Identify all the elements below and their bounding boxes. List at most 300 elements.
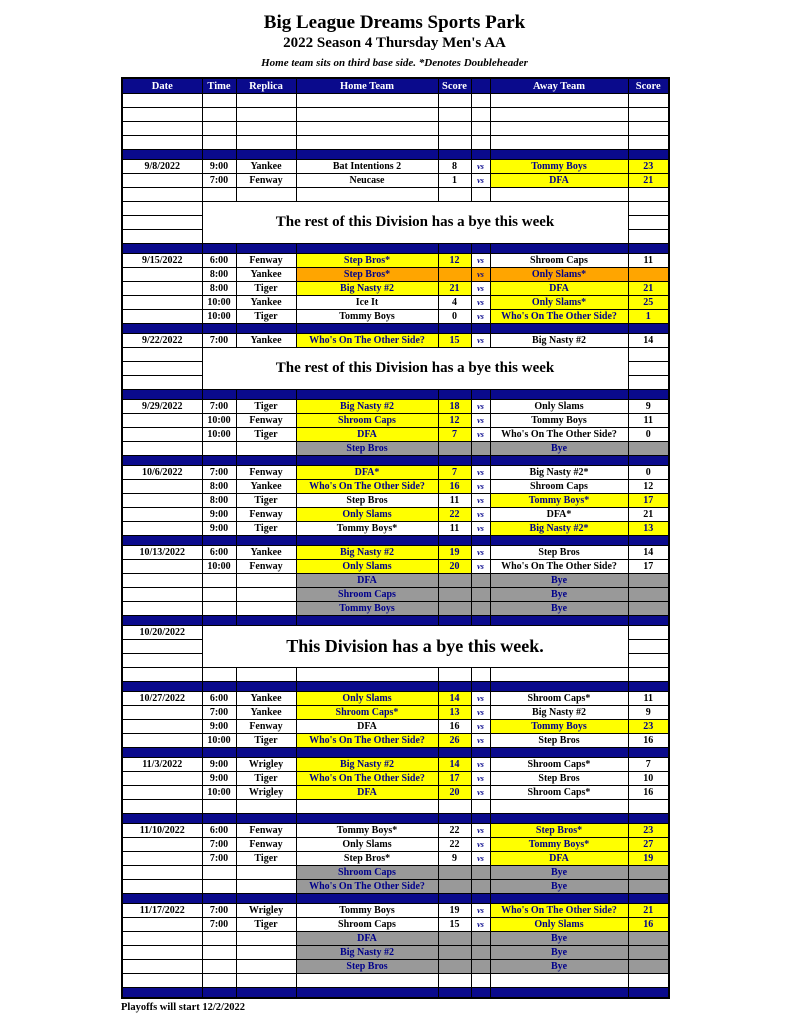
away-team-cell: Only Slams* <box>490 296 628 310</box>
time-cell: 10:00 <box>202 734 236 748</box>
separator-cell <box>122 748 202 758</box>
separator-cell <box>202 150 236 160</box>
separator-cell <box>628 814 669 824</box>
replica-cell: Fenway <box>236 414 296 428</box>
col-header-home-score: Score <box>438 78 471 94</box>
time-cell <box>202 960 236 974</box>
game-row <box>122 758 669 772</box>
separator-cell <box>438 324 471 334</box>
time-cell <box>202 442 236 456</box>
date-cell <box>122 838 202 852</box>
home-team-cell <box>296 800 438 814</box>
date-cell <box>122 442 202 456</box>
home-score-cell <box>438 188 471 202</box>
bye-message-cell: The rest of this Division has a bye this week <box>202 202 628 244</box>
bye-row <box>122 880 669 894</box>
col-header-away-team: Away Team <box>490 78 628 94</box>
home-score-cell <box>438 866 471 880</box>
game-row <box>122 786 669 800</box>
replica-cell <box>236 932 296 946</box>
separator-cell <box>236 814 296 824</box>
time-cell: 7:00 <box>202 334 236 348</box>
home-score-cell: 17 <box>438 772 471 786</box>
away-team-cell: Bye <box>490 866 628 880</box>
page-title: Big League Dreams Sports Park <box>263 12 526 33</box>
game-row <box>122 852 669 866</box>
separator-cell <box>236 390 296 400</box>
time-cell: 10:00 <box>202 428 236 442</box>
vs-cell: vs <box>471 758 490 772</box>
separator-cell <box>628 390 669 400</box>
date-cell <box>122 480 202 494</box>
separator-cell <box>471 894 490 904</box>
home-team-cell: Who's On The Other Side? <box>296 734 438 748</box>
date-cell <box>122 772 202 786</box>
home-team-cell <box>296 108 438 122</box>
bye-row <box>122 932 669 946</box>
away-team-cell: DFA* <box>490 508 628 522</box>
separator-cell <box>490 682 628 692</box>
vs-cell: vs <box>471 692 490 706</box>
away-score-cell <box>628 122 669 136</box>
date-cell <box>122 508 202 522</box>
separator-cell <box>296 390 438 400</box>
home-team-cell <box>296 188 438 202</box>
home-score-cell: 4 <box>438 296 471 310</box>
separator-cell <box>122 682 202 692</box>
game-row <box>122 508 669 522</box>
away-score-cell: 21 <box>628 508 669 522</box>
away-team-cell: Bye <box>490 442 628 456</box>
replica-cell: Fenway <box>236 508 296 522</box>
replica-cell: Fenway <box>236 466 296 480</box>
separator-cell <box>122 244 202 254</box>
home-score-cell: 16 <box>438 480 471 494</box>
game-row <box>122 310 669 324</box>
time-cell: 6:00 <box>202 692 236 706</box>
replica-cell <box>236 880 296 894</box>
away-team-cell: Big Nasty #2 <box>490 334 628 348</box>
replica-cell <box>236 800 296 814</box>
separator-cell <box>628 244 669 254</box>
away-team-cell <box>490 94 628 108</box>
away-team-cell: Bye <box>490 932 628 946</box>
away-score-cell <box>628 442 669 456</box>
home-score-cell: 14 <box>438 692 471 706</box>
replica-cell: Tiger <box>236 522 296 536</box>
vs-cell: vs <box>471 522 490 536</box>
replica-cell: Tiger <box>236 428 296 442</box>
away-score-cell <box>628 640 669 654</box>
page-note: Home team sits on third base side. *Denotes Doubleheader <box>261 57 528 69</box>
vs-cell: vs <box>471 160 490 174</box>
separator-cell <box>471 150 490 160</box>
home-team-cell: Tommy Boys <box>296 310 438 324</box>
time-cell: 10:00 <box>202 310 236 324</box>
home-score-cell <box>438 602 471 616</box>
separator-cell <box>202 244 236 254</box>
bye-message-cell: This Division has a bye this week. <box>202 626 628 668</box>
away-score-cell: 23 <box>628 824 669 838</box>
time-cell: 7:00 <box>202 466 236 480</box>
vs-cell: vs <box>471 310 490 324</box>
separator-cell <box>438 616 471 626</box>
home-team-cell: Ice It <box>296 296 438 310</box>
away-team-cell: DFA <box>490 282 628 296</box>
home-team-cell: Step Bros <box>296 494 438 508</box>
date-cell <box>122 588 202 602</box>
vs-cell: vs <box>471 254 490 268</box>
time-cell: 8:00 <box>202 268 236 282</box>
game-row <box>122 734 669 748</box>
time-cell: 10:00 <box>202 786 236 800</box>
away-team-cell <box>490 136 628 150</box>
home-team-cell: Shroom Caps* <box>296 706 438 720</box>
game-row <box>122 918 669 932</box>
home-team-cell: Shroom Caps <box>296 588 438 602</box>
away-team-cell: Step Bros <box>490 772 628 786</box>
home-team-cell: Step Bros* <box>296 852 438 866</box>
separator-cell <box>471 988 490 999</box>
time-cell: 8:00 <box>202 480 236 494</box>
game-row <box>122 254 669 268</box>
time-cell <box>202 108 236 122</box>
date-cell <box>122 348 202 362</box>
home-score-cell: 15 <box>438 918 471 932</box>
replica-cell <box>236 108 296 122</box>
home-team-cell: DFA <box>296 786 438 800</box>
replica-cell <box>236 974 296 988</box>
away-score-cell <box>628 136 669 150</box>
date-cell <box>122 282 202 296</box>
away-team-cell: Who's On The Other Side? <box>490 904 628 918</box>
separator-cell <box>471 324 490 334</box>
away-team-cell: Tommy Boys <box>490 160 628 174</box>
separator-row <box>122 324 669 334</box>
replica-cell: Fenway <box>236 838 296 852</box>
away-score-cell: 13 <box>628 522 669 536</box>
home-score-cell <box>438 136 471 150</box>
separator-cell <box>490 324 628 334</box>
away-team-cell: Who's On The Other Side? <box>490 428 628 442</box>
separator-cell <box>122 390 202 400</box>
home-team-cell: Shroom Caps <box>296 414 438 428</box>
separator-cell <box>628 988 669 999</box>
game-row <box>122 296 669 310</box>
empty-row <box>122 108 669 122</box>
away-team-cell: Shroom Caps <box>490 480 628 494</box>
time-cell: 7:00 <box>202 174 236 188</box>
separator-row <box>122 748 669 758</box>
separator-cell <box>122 324 202 334</box>
away-score-cell <box>628 94 669 108</box>
date-cell <box>122 188 202 202</box>
replica-cell: Fenway <box>236 254 296 268</box>
separator-cell <box>236 748 296 758</box>
home-score-cell: 14 <box>438 758 471 772</box>
home-score-cell: 7 <box>438 428 471 442</box>
date-cell: 11/17/2022 <box>122 904 202 918</box>
away-team-cell: Only Slams* <box>490 268 628 282</box>
separator-cell <box>628 894 669 904</box>
date-cell <box>122 560 202 574</box>
time-cell: 6:00 <box>202 546 236 560</box>
home-team-cell: Big Nasty #2 <box>296 758 438 772</box>
away-score-cell: 0 <box>628 466 669 480</box>
away-team-cell: Tommy Boys* <box>490 494 628 508</box>
home-team-cell: Who's On The Other Side? <box>296 480 438 494</box>
time-cell: 9:00 <box>202 160 236 174</box>
date-cell <box>122 122 202 136</box>
date-cell <box>122 268 202 282</box>
separator-cell <box>628 456 669 466</box>
replica-cell: Tiger <box>236 852 296 866</box>
home-score-cell: 1 <box>438 174 471 188</box>
time-cell: 10:00 <box>202 560 236 574</box>
empty-row <box>122 668 669 682</box>
separator-cell <box>202 814 236 824</box>
game-row <box>122 546 669 560</box>
separator-cell <box>236 456 296 466</box>
away-score-cell <box>628 108 669 122</box>
home-score-cell: 20 <box>438 560 471 574</box>
away-score-cell <box>628 602 669 616</box>
home-team-cell: Big Nasty #2 <box>296 946 438 960</box>
away-team-cell <box>490 108 628 122</box>
away-team-cell: Who's On The Other Side? <box>490 310 628 324</box>
time-cell: 7:00 <box>202 918 236 932</box>
away-score-cell: 23 <box>628 720 669 734</box>
date-cell <box>122 108 202 122</box>
away-team-cell <box>490 122 628 136</box>
separator-row <box>122 814 669 824</box>
replica-cell: Tiger <box>236 310 296 324</box>
replica-cell: Tiger <box>236 772 296 786</box>
date-cell: 10/20/2022 <box>122 626 202 640</box>
away-team-cell: DFA <box>490 852 628 866</box>
date-cell <box>122 932 202 946</box>
schedule-table <box>121 77 670 999</box>
date-cell <box>122 216 202 230</box>
replica-cell <box>236 442 296 456</box>
away-score-cell <box>628 654 669 668</box>
separator-cell <box>202 894 236 904</box>
vs-cell: vs <box>471 400 490 414</box>
away-team-cell: Tommy Boys <box>490 720 628 734</box>
away-score-cell: 10 <box>628 772 669 786</box>
separator-cell <box>236 894 296 904</box>
separator-cell <box>471 682 490 692</box>
date-cell: 10/27/2022 <box>122 692 202 706</box>
home-team-cell: Tommy Boys <box>296 904 438 918</box>
header-block <box>121 12 668 70</box>
empty-row <box>122 136 669 150</box>
away-score-cell: 7 <box>628 758 669 772</box>
date-cell: 11/10/2022 <box>122 824 202 838</box>
time-cell: 7:00 <box>202 400 236 414</box>
home-team-cell <box>296 122 438 136</box>
date-cell: 9/15/2022 <box>122 254 202 268</box>
date-cell <box>122 640 202 654</box>
away-score-cell: 23 <box>628 160 669 174</box>
date-cell <box>122 720 202 734</box>
home-team-cell: DFA <box>296 428 438 442</box>
away-team-cell: Step Bros <box>490 546 628 560</box>
home-team-cell: Big Nasty #2 <box>296 400 438 414</box>
replica-cell: Tiger <box>236 918 296 932</box>
time-cell <box>202 668 236 682</box>
home-score-cell: 22 <box>438 824 471 838</box>
home-team-cell: Step Bros* <box>296 254 438 268</box>
away-team-cell <box>490 974 628 988</box>
separator-cell <box>438 244 471 254</box>
empty-row <box>122 974 669 988</box>
replica-cell: Tiger <box>236 400 296 414</box>
date-cell <box>122 428 202 442</box>
date-cell: 11/3/2022 <box>122 758 202 772</box>
home-score-cell: 11 <box>438 522 471 536</box>
time-cell: 9:00 <box>202 508 236 522</box>
bye-row <box>122 602 669 616</box>
time-cell <box>202 866 236 880</box>
replica-cell <box>236 188 296 202</box>
away-score-cell <box>628 800 669 814</box>
vs-cell: vs <box>471 546 490 560</box>
away-team-cell <box>490 800 628 814</box>
separator-row <box>122 682 669 692</box>
separator-row <box>122 894 669 904</box>
time-cell: 8:00 <box>202 282 236 296</box>
replica-cell: Tiger <box>236 282 296 296</box>
date-cell <box>122 880 202 894</box>
separator-cell <box>122 894 202 904</box>
separator-cell <box>490 390 628 400</box>
home-team-cell: Only Slams <box>296 838 438 852</box>
home-team-cell <box>296 94 438 108</box>
vs-cell <box>471 188 490 202</box>
vs-cell <box>471 800 490 814</box>
home-score-cell: 20 <box>438 786 471 800</box>
home-score-cell <box>438 268 471 282</box>
time-cell: 6:00 <box>202 254 236 268</box>
date-cell <box>122 296 202 310</box>
game-row <box>122 692 669 706</box>
separator-cell <box>628 536 669 546</box>
separator-cell <box>628 324 669 334</box>
away-score-cell: 11 <box>628 692 669 706</box>
game-row <box>122 282 669 296</box>
home-score-cell: 19 <box>438 904 471 918</box>
column-header-row <box>122 78 669 94</box>
away-team-cell: Bye <box>490 602 628 616</box>
vs-cell: vs <box>471 838 490 852</box>
away-team-cell: Tommy Boys* <box>490 838 628 852</box>
time-cell <box>202 602 236 616</box>
time-cell: 7:00 <box>202 904 236 918</box>
separator-cell <box>296 894 438 904</box>
home-team-cell: Bat Intentions 2 <box>296 160 438 174</box>
separator-cell <box>296 814 438 824</box>
separator-cell <box>628 682 669 692</box>
home-score-cell: 12 <box>438 414 471 428</box>
empty-row <box>122 188 669 202</box>
separator-cell <box>296 988 438 999</box>
vs-cell: vs <box>471 466 490 480</box>
away-score-cell: 0 <box>628 428 669 442</box>
vs-cell <box>471 94 490 108</box>
away-team-cell: Bye <box>490 880 628 894</box>
replica-cell <box>236 602 296 616</box>
page-subtitle: 2022 Season 4 Thursday Men's AA <box>283 35 506 51</box>
home-score-cell: 21 <box>438 282 471 296</box>
home-score-cell <box>438 946 471 960</box>
separator-cell <box>471 456 490 466</box>
home-score-cell: 15 <box>438 334 471 348</box>
separator-cell <box>202 682 236 692</box>
replica-cell <box>236 588 296 602</box>
date-cell <box>122 174 202 188</box>
home-score-cell: 0 <box>438 310 471 324</box>
away-team-cell: Only Slams <box>490 918 628 932</box>
separator-cell <box>236 988 296 999</box>
home-team-cell: Tommy Boys* <box>296 824 438 838</box>
away-score-cell <box>628 362 669 376</box>
separator-row <box>122 244 669 254</box>
replica-cell: Fenway <box>236 560 296 574</box>
separator-cell <box>490 894 628 904</box>
separator-cell <box>122 150 202 160</box>
time-cell: 8:00 <box>202 494 236 508</box>
away-score-cell: 25 <box>628 296 669 310</box>
separator-cell <box>122 814 202 824</box>
away-score-cell <box>628 202 669 216</box>
home-score-cell <box>438 932 471 946</box>
replica-cell: Yankee <box>236 706 296 720</box>
away-score-cell: 1 <box>628 310 669 324</box>
date-cell <box>122 230 202 244</box>
vs-cell: vs <box>471 786 490 800</box>
game-row <box>122 466 669 480</box>
vs-cell: vs <box>471 414 490 428</box>
away-team-cell: Big Nasty #2* <box>490 466 628 480</box>
date-cell <box>122 706 202 720</box>
home-score-cell: 7 <box>438 466 471 480</box>
vs-cell: vs <box>471 720 490 734</box>
separator-cell <box>202 324 236 334</box>
replica-cell: Wrigley <box>236 904 296 918</box>
replica-cell: Yankee <box>236 334 296 348</box>
footer-note: Playoffs will start 12/2/2022 <box>121 1002 245 1013</box>
separator-row <box>122 616 669 626</box>
home-score-cell: 11 <box>438 494 471 508</box>
home-team-cell: Who's On The Other Side? <box>296 880 438 894</box>
vs-cell: vs <box>471 508 490 522</box>
away-score-cell: 16 <box>628 786 669 800</box>
bye-message-row <box>122 626 669 640</box>
away-score-cell: 14 <box>628 546 669 560</box>
replica-cell: Yankee <box>236 268 296 282</box>
date-cell <box>122 866 202 880</box>
away-score-cell: 21 <box>628 282 669 296</box>
time-cell: 10:00 <box>202 414 236 428</box>
separator-cell <box>490 456 628 466</box>
bye-message-row <box>122 348 669 362</box>
away-score-cell <box>628 626 669 640</box>
date-cell: 9/8/2022 <box>122 160 202 174</box>
replica-cell: Yankee <box>236 296 296 310</box>
home-team-cell <box>296 136 438 150</box>
away-score-cell <box>628 230 669 244</box>
